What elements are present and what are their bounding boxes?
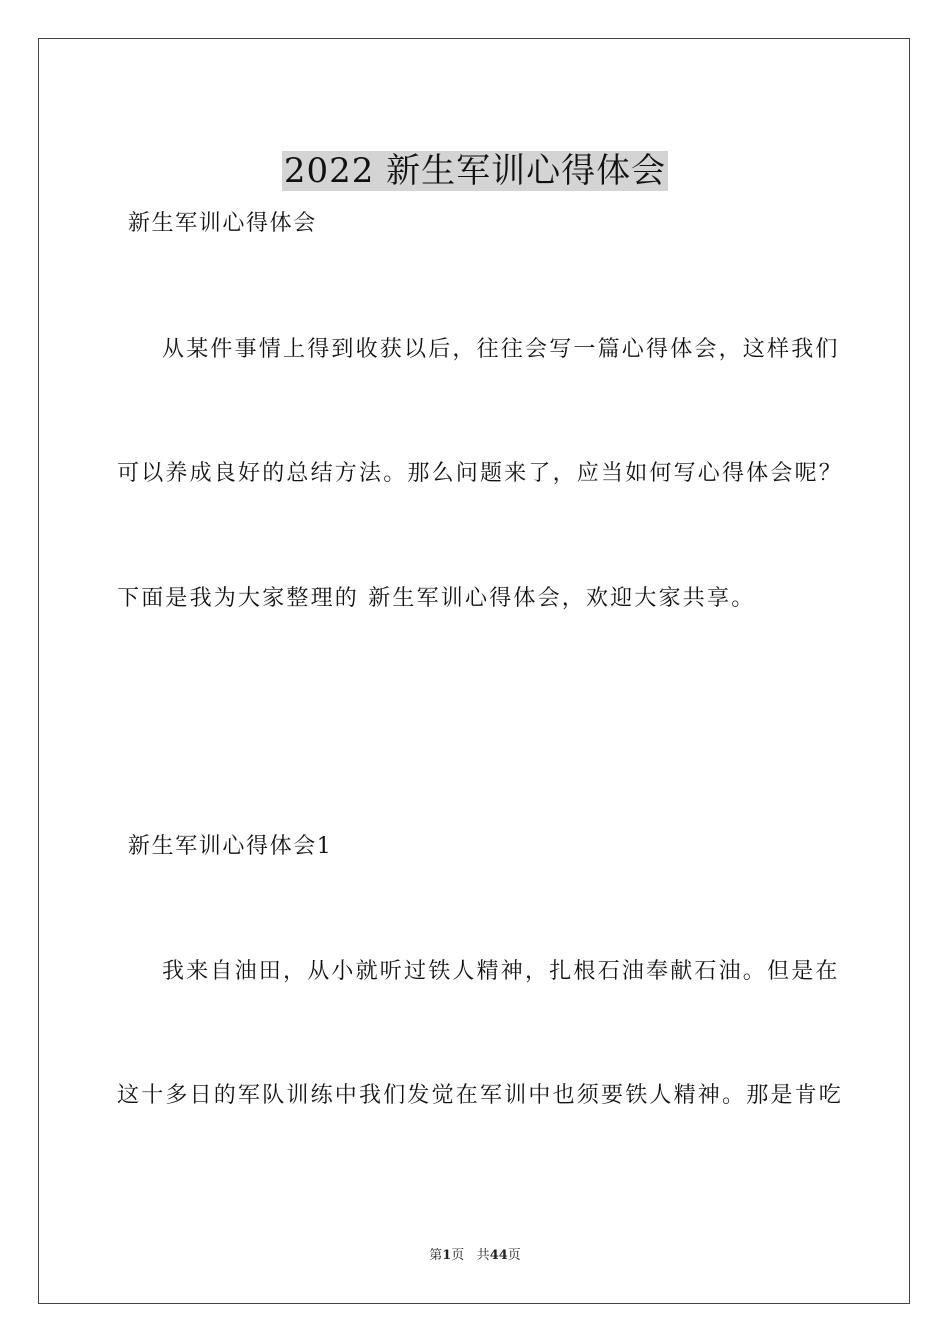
section-line-1: 我来自油田，从小就听过铁人精神，扎根石油奉献石油。但是在 xyxy=(162,959,840,984)
footer-total-pages: 44 xyxy=(489,1248,508,1263)
section-line-2: 这十多日的军队训练中我们发觉在军训中也须要铁人精神。那是肯吃 xyxy=(117,1083,844,1108)
document-title: 2022 新生军训心得体会 xyxy=(283,150,667,191)
page-footer xyxy=(0,1248,950,1264)
footer-page-number: 1 xyxy=(442,1248,452,1263)
footer-total-prefix: 共 xyxy=(476,1248,490,1263)
footer-total-suffix: 页 xyxy=(507,1248,521,1263)
title-container xyxy=(0,128,950,214)
footer-page-suffix: 页 xyxy=(451,1248,465,1263)
intro-line-3: 下面是我为大家整理的 新生军训心得体会，欢迎大家共享。 xyxy=(117,586,756,611)
intro-line-1: 从某件事情上得到收获以后，往往会写一篇心得体会，这样我们 xyxy=(162,337,840,362)
section-heading: 新生军训心得体会1 xyxy=(128,834,333,859)
footer-page-prefix: 第 xyxy=(429,1248,443,1263)
intro-line-2: 可以养成良好的总结方法。那么问题来了，应当如何写心得体会呢？ xyxy=(117,461,844,486)
document-subtitle: 新生军训心得体会 xyxy=(128,211,317,236)
